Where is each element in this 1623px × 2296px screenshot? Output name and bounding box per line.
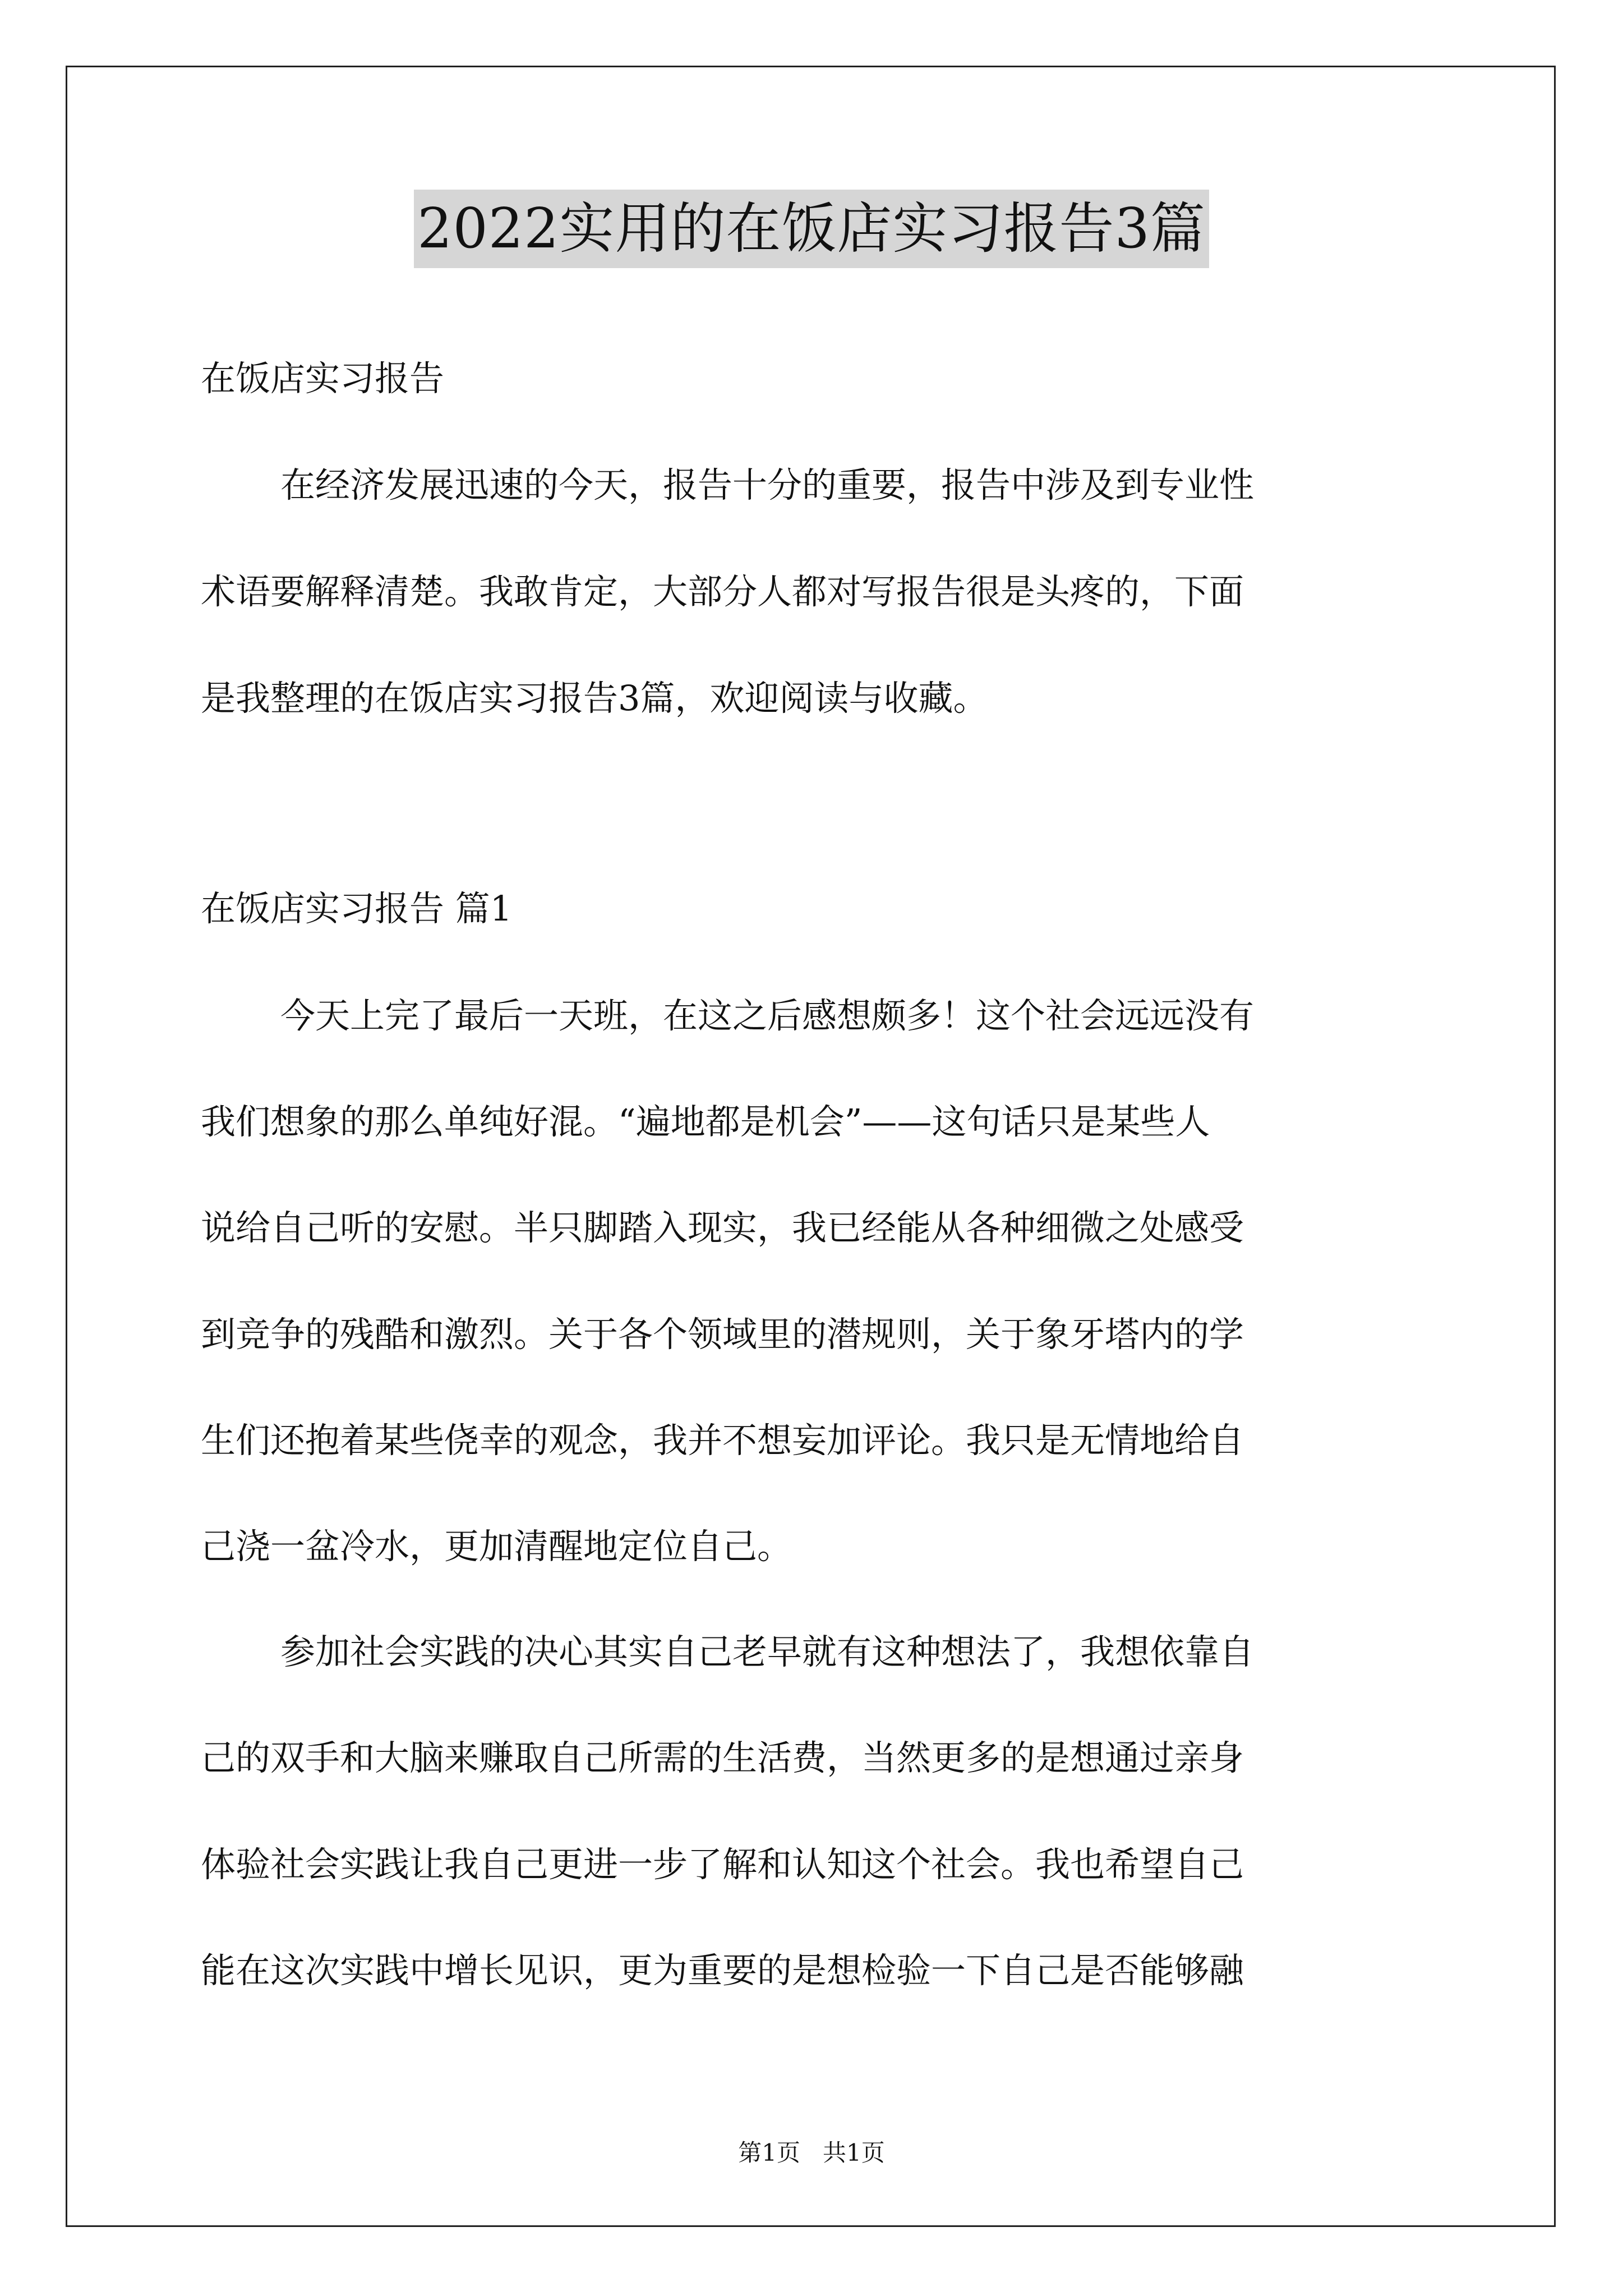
intro-heading: 在饭店实习报告 xyxy=(201,358,445,399)
intro-line-3: 是我整理的在饭店实习报告3篇，欢迎阅读与收藏。 xyxy=(201,678,988,719)
document-title: 2022实用的在饭店实习报告3篇 xyxy=(414,190,1209,268)
para1-line-5: 生们还抱着某些侥幸的观念，我并不想妄加评论。我只是无情地给自 xyxy=(201,1420,1244,1461)
page-footer: 第1页 共1页 xyxy=(738,2139,885,2166)
para1-line-2: 我们想象的那么单纯好混。“遍地都是机会”——这句话只是某些人 xyxy=(201,1101,1210,1142)
para2-line-4: 能在这次实践中增长见识，更为重要的是想检验一下自己是否能够融 xyxy=(201,1950,1244,1991)
para1-line-3: 说给自己听的安慰。半只脚踏入现实，我已经能从各种细微之处感受 xyxy=(201,1207,1244,1248)
intro-line-2: 术语要解释清楚。我敢肯定，大部分人都对写报告很是头疼的，下面 xyxy=(201,571,1244,612)
para1-line-4: 到竞争的残酷和激烈。关于各个领域里的潜规则，关于象牙塔内的学 xyxy=(201,1314,1244,1355)
para1-line-1: 今天上完了最后一天班，在这之后感想颇多！这个社会远远没有 xyxy=(280,995,1255,1036)
section1-heading: 在饭店实习报告 篇1 xyxy=(201,888,513,929)
para1-line-6: 己浇一盆冷水，更加清醒地定位自己。 xyxy=(201,1526,792,1567)
intro-line-1: 在经济发展迅速的今天，报告十分的重要，报告中涉及到专业性 xyxy=(280,464,1255,505)
para2-line-2: 己的双手和大脑来赚取自己所需的生活费，当然更多的是想通过亲身 xyxy=(201,1737,1244,1778)
para2-line-1: 参加社会实践的决心其实自己老早就有这种想法了，我想依靠自 xyxy=(280,1631,1255,1672)
title-container xyxy=(0,190,1623,268)
para2-line-3: 体验社会实践让我自己更进一步了解和认知这个社会。我也希望自己 xyxy=(201,1844,1244,1885)
